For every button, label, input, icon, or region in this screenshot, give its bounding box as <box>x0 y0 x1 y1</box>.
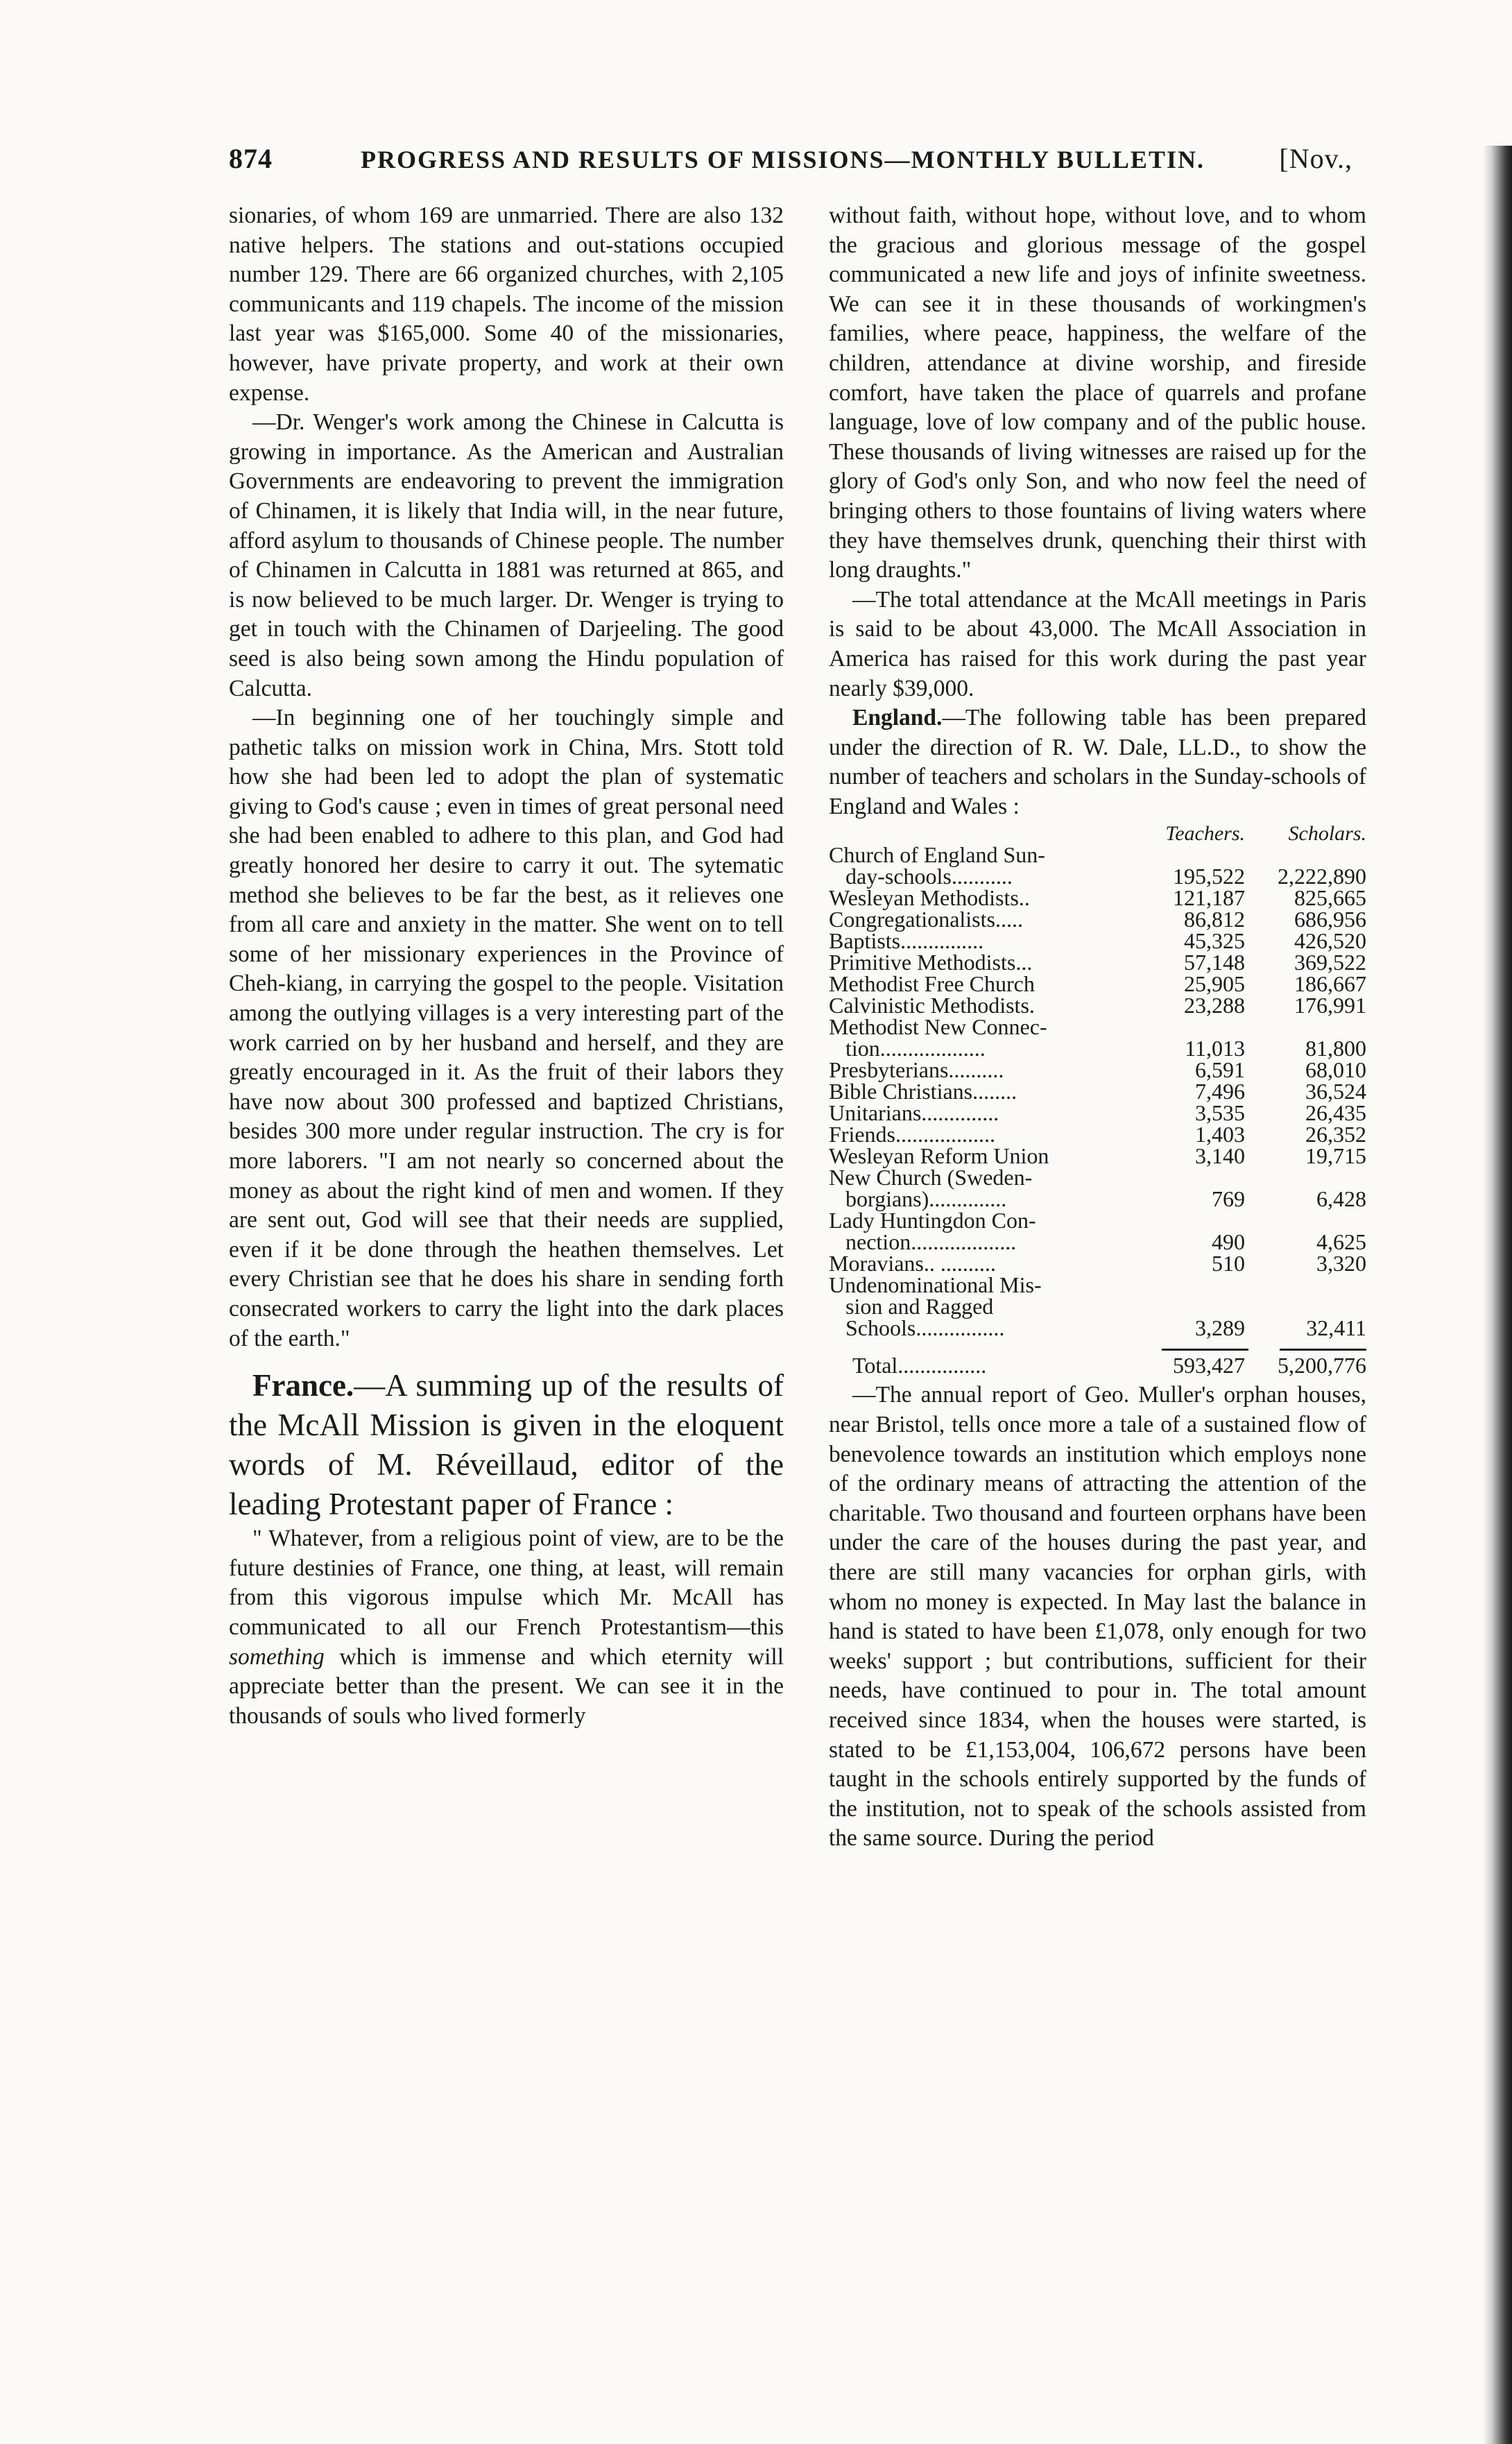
column-header-scholars: Scholars. <box>1288 822 1366 846</box>
book-spine-shadow <box>1483 146 1512 2444</box>
table-row <box>829 1102 1366 1124</box>
table-row <box>829 1016 1366 1038</box>
table-row <box>829 1059 1366 1081</box>
running-title: PROGRESS AND RESULTS OF MISSIONS—MONTHLY BULLETIN. <box>361 146 1205 173</box>
row-denomination: Calvinistic Methodists. <box>829 993 1035 1018</box>
table-row <box>829 930 1366 952</box>
row-denomination: Undenominational Mis- <box>829 1272 1042 1298</box>
quote-emphasis: something <box>229 1643 325 1670</box>
table-row <box>829 1038 1366 1059</box>
row-scholars: 81,800 <box>1305 1036 1366 1061</box>
row-denomination: Unitarians.............. <box>829 1100 999 1126</box>
row-scholars: 176,991 <box>1294 993 1366 1018</box>
row-denomination: nection................... <box>845 1229 1017 1255</box>
row-scholars: 6,428 <box>1316 1186 1366 1212</box>
row-scholars: 26,435 <box>1305 1100 1366 1126</box>
row-scholars: 36,524 <box>1305 1079 1366 1104</box>
row-scholars: 825,665 <box>1294 885 1366 911</box>
table-row <box>829 1253 1366 1274</box>
row-teachers: 3,289 <box>1195 1315 1245 1341</box>
paragraph-france <box>229 1366 784 1524</box>
row-teachers: 6,591 <box>1195 1057 1245 1083</box>
paragraph-stott: —In beginning one of her touchingly simple and pathetic talks on mission work in China, Mrs. Stott told how she had been led to adopt the plan of systematic giving to God's cause ; even in times of great personal need she had been enabled to adhere to this plan, and God had greatly honored her desire to carry it out. The sytematic method she believes to be far the best, as it relieves one from all care and anxiety in the matter. She went on to tell some of her missionary experiences in the Province of Cheh-kiang, in carrying the gospel to the people. Visitation among the outlying villages is a very interesting part of the work carried on by her husband and herself, and they are greatly encouraged in it. As the fruit of their labors they have now about 300 professed and baptized Christians, besides 300 more under regular instruction. The cry is for more laborers. "I am not nearly so concerned about the money as about the right kind of men and women. If they are sent out, God will see that their needs are supplied, even if it be done through the heathen themselves. Let every Christian see that he does his share in sending forth consecrated workers to carry the light into the dark places of the earth." <box>229 705 784 1351</box>
row-scholars: 686,956 <box>1294 907 1366 932</box>
row-teachers: 45,325 <box>1184 928 1245 954</box>
row-teachers: 490 <box>1212 1229 1245 1255</box>
table-row <box>829 1081 1366 1102</box>
table-row <box>829 866 1366 887</box>
total-scholars: 5,200,776 <box>1278 1353 1366 1378</box>
total-teachers: 593,427 <box>1173 1353 1245 1378</box>
table-row <box>829 844 1366 866</box>
row-teachers: 769 <box>1212 1186 1245 1212</box>
total-rules <box>829 1349 1366 1351</box>
table-row <box>829 1167 1366 1188</box>
running-header <box>229 142 1352 184</box>
paragraph-reveillaud-quote <box>229 1524 784 1731</box>
row-teachers: 3,140 <box>1195 1143 1245 1169</box>
row-teachers: 25,905 <box>1184 971 1245 997</box>
row-teachers: 57,148 <box>1184 950 1245 975</box>
row-teachers: 23,288 <box>1184 993 1245 1018</box>
paragraph-wenger: —Dr. Wenger's work among the Chinese in Calcutta is growing in importance. As the American and Australian Governments are endeavoring to prevent the immigration of Chinamen, it is likely that India will, in the near future, afford asylum to thousands of Chinese people. The number of Chinamen in Calcutta in 1881 was returned at 865, and is now believed to be much larger. Dr. Wenger is trying to get in touch with the Chinamen of Darjeeling. The good seed is also being sown among the Hindu population of Calcutta. <box>229 409 784 701</box>
row-denomination: Wesleyan Reform Union <box>829 1143 1049 1169</box>
table-header-row <box>829 823 1366 844</box>
row-denomination: borgians).............. <box>845 1186 1007 1212</box>
quote-text-start: " Whatever, from a religious point of view, are to be the future destinies of France, one thing, at least, will remain from this vigorous impulse which Mr. McAll has communicated to all our French Protestantism—this <box>229 1526 784 1640</box>
left-column <box>229 201 784 1731</box>
right-column <box>829 201 1366 1854</box>
row-denomination: day-schools........... <box>845 864 1013 889</box>
row-teachers: 1,403 <box>1195 1122 1245 1147</box>
row-teachers: 11,013 <box>1185 1036 1245 1061</box>
row-scholars: 26,352 <box>1305 1122 1366 1147</box>
row-denomination: Methodist Free Church <box>829 971 1035 997</box>
table-row <box>829 995 1366 1016</box>
row-denomination: tion................... <box>845 1036 986 1061</box>
france-intro-text: —A summing up of the results of the McAll Mission is given in the eloquent words of M. Réveillaud, editor of the leading Protestant paper of France : <box>229 1368 784 1522</box>
section-heading-england: England. <box>852 705 943 731</box>
table-row <box>829 973 1366 995</box>
column-header-teachers: Teachers. <box>1165 822 1245 846</box>
row-denomination: Lady Huntingdon Con- <box>829 1208 1036 1233</box>
row-scholars: 186,667 <box>1294 971 1366 997</box>
table-row <box>829 1296 1366 1317</box>
row-denomination: Church of England Sun- <box>829 842 1045 868</box>
quote-text-rest: which is immense and which eternity will appreciate better than the present. We can see it in the thousands of souls who lived formerly <box>229 1643 784 1729</box>
row-scholars: 32,411 <box>1306 1315 1366 1341</box>
row-denomination: Wesleyan Methodists.. <box>829 885 1030 911</box>
row-denomination: Bible Christians........ <box>829 1079 1017 1104</box>
row-teachers: 121,187 <box>1173 885 1245 911</box>
row-scholars: 369,522 <box>1294 950 1366 975</box>
row-scholars: 2,222,890 <box>1278 864 1366 889</box>
row-teachers: 195,522 <box>1173 864 1245 889</box>
row-denomination: Methodist New Connec- <box>829 1014 1047 1040</box>
table-row <box>829 909 1366 930</box>
row-denomination: Moravians.. .......... <box>829 1251 996 1276</box>
paragraph-attendance: —The total attendance at the McAll meetings in Paris is said to be about 43,000. The McAll Association in America has raised for this work during the past year nearly $39,000. <box>829 586 1366 701</box>
row-teachers: 86,812 <box>1184 907 1245 932</box>
table-row <box>829 1274 1366 1296</box>
sunday-school-table <box>829 823 1366 1376</box>
row-teachers: 7,496 <box>1195 1079 1245 1104</box>
table-row <box>829 1124 1366 1145</box>
table-row <box>829 1188 1366 1210</box>
row-scholars: 19,715 <box>1305 1143 1366 1169</box>
row-denomination: Congregationalists..... <box>829 907 1023 932</box>
row-scholars: 3,320 <box>1316 1251 1366 1276</box>
row-scholars: 68,010 <box>1305 1057 1366 1083</box>
row-teachers: 3,535 <box>1195 1100 1245 1126</box>
row-denomination: Schools................ <box>845 1315 1005 1341</box>
paragraph-muller: —The annual report of Geo. Muller's orphan houses, near Bristol, tells once more a tale of a sustained flow of benevolence towards an institution which employs none of the ordinary means of attracting the attention of the charitable. Two thousand and fourteen orphans have been under the care of the houses during the past year, and there are still many vacancies for orphan girls, with whom no money is expected. In May last the balance in hand is stated to have been £1,078, only enough for two weeks' support ; but contributions, sufficient for their needs, have continued to pour in. The total amount received since 1834, when the houses were started, is stated to be £1,153,004, 106,672 persons have been taught in the schools entirely supported by the funds of the institution, not to speak of the schools assisted from the same source. During the period <box>829 1382 1366 1852</box>
row-denomination: sion and Ragged <box>845 1294 994 1319</box>
total-label: Total................ <box>852 1353 987 1378</box>
row-teachers: 510 <box>1212 1251 1245 1276</box>
table-row <box>829 1210 1366 1231</box>
row-denomination: Primitive Methodists... <box>829 950 1033 975</box>
row-scholars: 426,520 <box>1294 928 1366 954</box>
row-denomination: Presbyterians.......... <box>829 1057 1004 1083</box>
row-denomination: Baptists............... <box>829 928 984 954</box>
row-denomination: New Church (Sweden- <box>829 1165 1033 1190</box>
table-row <box>829 952 1366 973</box>
table-row <box>829 1231 1366 1253</box>
table-row <box>829 1145 1366 1167</box>
row-denomination: Friends.................. <box>829 1122 995 1147</box>
row-scholars: 4,625 <box>1316 1229 1366 1255</box>
table-row <box>829 1317 1366 1339</box>
paragraph-missionaries: sionaries, of whom 169 are unmarried. There are also 132 native helpers. The stations and out-stations occupied number 129. There are 66 organized churches, with 2,105 communicants and 119 chapels. The income of the mission last year was $165,000. Some 40 of the missionaries, however, have private property, and work at their own expense. <box>229 203 784 406</box>
table-body <box>829 844 1366 1339</box>
england-intro-text: —The following table has been prepared under the direction of R. W. Dale, LL.D., to show the number of teachers and scholars in the Sunday-schools of England and Wales : <box>829 705 1366 819</box>
issue-month: [Nov., <box>1279 143 1352 174</box>
section-heading-france: France. <box>252 1368 354 1403</box>
page-number: 874 <box>229 143 273 174</box>
paragraph-quote-continued: without faith, without hope, without love, and to whom the gracious and glorious message of the gospel communicated a new life and joys of infinite sweetness. We can see it in these thousands of workingmen's families, where peace, happiness, the welfare of the children, attendance at divine worship, and fireside comfort, have taken the place of quarrels and profane language, love of low company and of the public house. These thousands of living witnesses are raised up for the glory of God's only Son, and who now feel the need of bringing others to those fountains of living waters where they have themselves drunk, quenching their thirst with long draughts." <box>829 203 1366 583</box>
paragraph-england <box>829 703 1366 821</box>
table-total-row <box>829 1355 1366 1376</box>
table-row <box>829 887 1366 909</box>
